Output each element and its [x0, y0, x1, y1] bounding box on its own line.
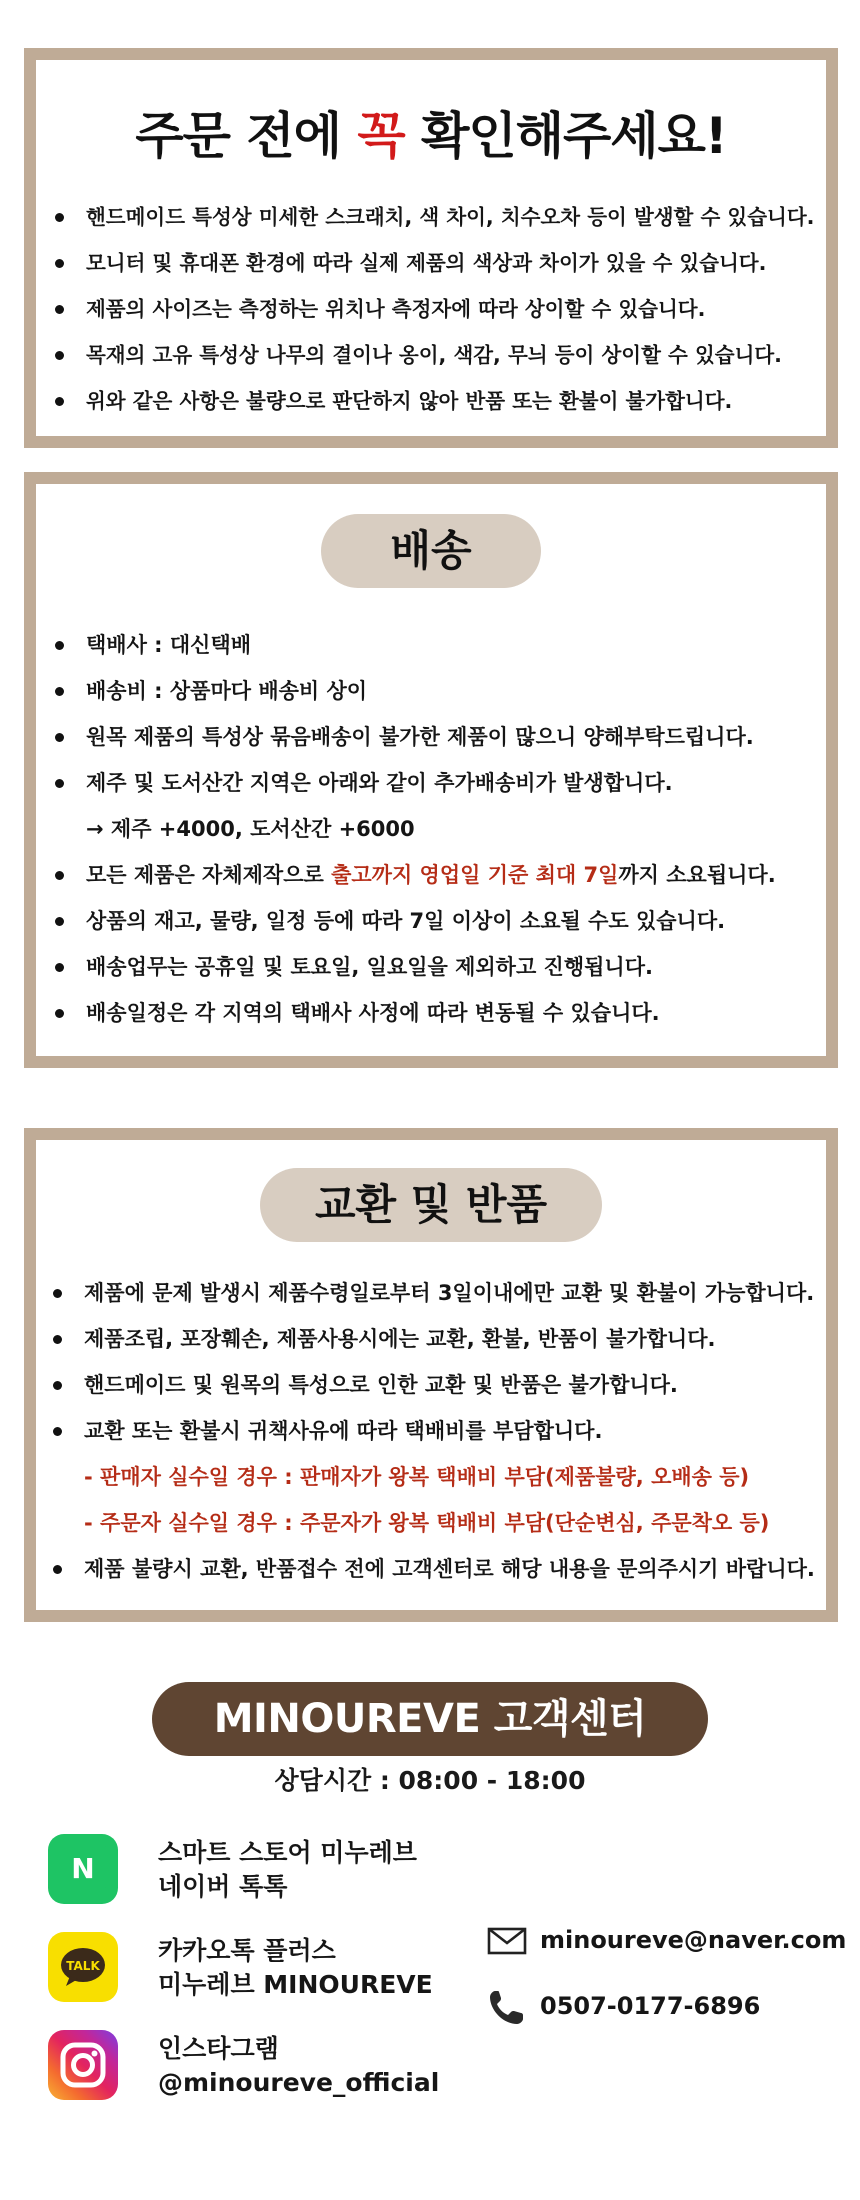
notice-item: 제품의 사이즈는 측정하는 위치나 측정자에 따라 상이할 수 있습니다.: [36, 286, 826, 332]
email-address: minoureve@naver.com: [540, 1926, 847, 1954]
shipping-list: [36, 622, 826, 1036]
customer-center-banner: MINOUREVE 고객센터: [152, 1682, 708, 1756]
shipping-item: 원목 제품의 특성상 묶음배송이 불가한 제품이 많으니 양해부탁드립니다.: [36, 714, 826, 760]
kakao-plus-label: 카카오톡 플러스: [158, 1936, 336, 1965]
naver-talktalk-label: 네이버 톡톡: [158, 1872, 288, 1901]
notice-item: 위와 같은 사항은 불량으로 판단하지 않아 반품 또는 환불이 불가합니다.: [36, 378, 826, 424]
consultation-hours: 상담시간 : 08:00 - 18:00: [274, 1766, 586, 1795]
phone-icon: [486, 1988, 528, 2024]
instagram-icon: [48, 2030, 118, 2100]
notice-list: [36, 194, 826, 424]
exchange-item: 핸드메이드 및 원목의 특성으로 인한 교환 및 반품은 불가합니다.: [36, 1362, 826, 1408]
shipping-item: 배송업무는 공휴일 및 토요일, 일요일을 제외하고 진행됩니다.: [36, 944, 826, 990]
exchange-item: 제품조립, 포장훼손, 제품사용시에는 교환, 환불, 반품이 불가합니다.: [36, 1316, 826, 1362]
exchange-return-box: [24, 1128, 838, 1622]
notice-title: 주문 전에 꼭 확인해주세요!: [135, 107, 727, 165]
exchange-list: [36, 1270, 826, 1592]
kakao-channel-name: 미누레브 MINOUREVE: [158, 1970, 433, 1999]
kakao-plus-contact[interactable]: [48, 1930, 468, 2006]
kakaotalk-icon: [48, 1932, 118, 2002]
instagram-handle: @minoureve_official: [158, 2068, 440, 2097]
shipping-lead-time: 모든 제품은 자체제작으로 출고까지 영업일 기준 최대 7일까지 소요됩니다.: [36, 852, 826, 898]
naver-n-icon: [48, 1834, 118, 1904]
notice-item: 핸드메이드 특성상 미세한 스크래치, 색 차이, 치수오차 등이 발생할 수 있습니다.: [36, 194, 826, 240]
instagram-contact[interactable]: [48, 2028, 468, 2104]
phone-number: 0507-0177-6896: [540, 1992, 761, 2020]
exchange-item: 교환 또는 환불시 귀책사유에 따라 택배비를 부담합니다.: [36, 1408, 826, 1454]
svg-text:N: N: [71, 1852, 95, 1885]
shipping-box: [24, 472, 838, 1068]
shipping-item: 배송일정은 각 지역의 택배사 사정에 따라 변동될 수 있습니다.: [36, 990, 826, 1036]
seller-fault-note: - 판매자 실수일 경우 : 판매자가 왕복 택배비 부담(제품불량, 오배송 등): [84, 1465, 750, 1489]
lead-time-highlight: 출고까지 영업일 기준 최대 7일: [331, 863, 619, 887]
shipping-item: 상품의 재고, 물량, 일정 등에 따라 7일 이상이 소요될 수도 있습니다.: [36, 898, 826, 944]
exchange-item: 제품에 문제 발생시 제품수령일로부터 3일이내에만 교환 및 환불이 가능합니다.: [36, 1270, 826, 1316]
notice-title-accent: 꼭: [357, 107, 405, 165]
order-notice-box: [24, 48, 838, 448]
shipping-item: 배송비 : 상품마다 배송비 상이: [36, 668, 826, 714]
naver-store-name: 스마트 스토어 미누레브: [158, 1838, 417, 1867]
mail-icon: [486, 1922, 528, 1958]
buyer-fault-note: - 주문자 실수일 경우 : 주문자가 왕복 택배비 부담(단순변심, 주문착오 등): [84, 1511, 770, 1535]
instagram-label: 인스타그램: [158, 2034, 279, 2063]
notice-item: 모니터 및 휴대폰 환경에 따라 실제 제품의 색상과 차이가 있을 수 있습니다.: [36, 240, 826, 286]
notice-item: 목재의 고유 특성상 나무의 결이나 옹이, 색감, 무늬 등이 상이할 수 있습니다.: [36, 332, 826, 378]
shipping-extra-fee-note: → 제주 +4000, 도서산간 +6000: [86, 817, 415, 841]
exchange-item: 제품 불량시 교환, 반품접수 전에 고객센터로 해당 내용을 문의주시기 바랍니다.: [36, 1546, 826, 1592]
svg-text:TALK: TALK: [66, 1959, 100, 1973]
exchange-heading: 교환 및 반품: [260, 1168, 602, 1242]
shipping-heading: 배송: [321, 514, 541, 588]
shipping-item: 택배사 : 대신택배: [36, 622, 826, 668]
naver-talktalk-contact[interactable]: [48, 1832, 468, 1908]
shipping-item: 제주 및 도서산간 지역은 아래와 같이 추가배송비가 발생합니다.: [36, 760, 826, 806]
